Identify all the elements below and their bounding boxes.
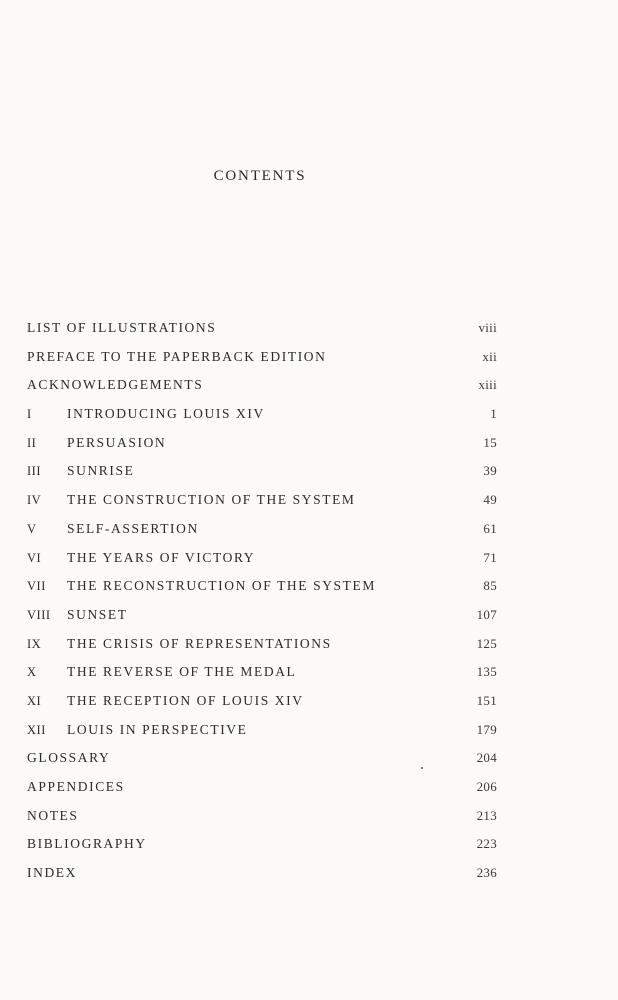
toc-entry-page: viii [478,320,497,335]
ink-speck [421,767,423,769]
chapter-page: 1 [490,406,497,422]
table-of-contents [27,317,497,891]
chapter-page: 135 [476,664,497,680]
toc-entry-page: 236 [476,865,497,881]
toc-chapter-1[interactable] [27,403,497,432]
chapter-page: 125 [476,635,497,651]
toc-entry-index[interactable] [27,862,497,891]
toc-entry-page: xiii [478,377,497,393]
toc-entry-preface[interactable] [27,346,497,375]
chapter-title: SUNSET [67,606,128,622]
chapter-number: IX [27,636,42,651]
toc-entry-title: PREFACE TO THE PAPERBACK EDITION [27,348,327,364]
toc-entry-notes[interactable] [27,805,497,834]
toc-chapter-5[interactable] [27,518,497,547]
toc-chapter-4[interactable] [27,489,497,518]
toc-entry-title: GLOSSARY [27,750,111,766]
chapter-number: XII [27,722,46,737]
toc-entry-title: BIBLIOGRAPHY [27,836,147,852]
chapter-number: VII [27,579,46,594]
chapter-page: 107 [476,606,497,622]
chapter-title: LOUIS IN PERSPECTIVE [67,721,248,737]
chapter-page: 71 [483,549,497,565]
toc-entry-glossary[interactable] [27,747,497,776]
chapter-title: THE REVERSE OF THE MEDAL [67,664,297,680]
toc-entry-title: INDEX [27,865,77,881]
chapter-page: 15 [483,434,497,450]
chapter-page: 151 [476,692,497,708]
chapter-title: SELF-ASSERTION [67,520,199,536]
toc-entry-page: 213 [476,807,497,823]
toc-entry-title: LIST OF ILLUSTRATIONS [27,320,217,335]
chapter-title: THE RECEPTION OF LOUIS XIV [67,692,304,708]
chapter-page: 39 [483,463,497,479]
toc-chapter-11[interactable] [27,690,497,719]
chapter-page: 49 [483,492,497,508]
toc-entry-title: APPENDICES [27,779,125,794]
toc-entry-bibliography[interactable] [27,833,497,862]
toc-entry-appendices[interactable] [27,776,497,805]
chapter-title: SUNRISE [67,463,135,479]
chapter-number: VIII [27,607,51,622]
chapter-title: THE CONSTRUCTION OF THE SYSTEM [67,492,356,508]
chapter-page: 85 [483,578,497,594]
chapter-title: THE YEARS OF VICTORY [67,549,256,565]
chapter-number: X [27,665,37,680]
toc-chapter-6[interactable] [27,547,497,576]
chapter-title: THE RECONSTRUCTION OF THE SYSTEM [67,578,376,594]
chapter-title: PERSUASION [67,434,167,450]
chapter-page: 61 [483,520,497,536]
chapter-number: I [27,407,32,422]
chapter-page: 179 [476,721,497,737]
chapter-number: II [27,435,37,450]
chapter-number: III [27,464,41,479]
toc-entry-page: 223 [476,836,497,852]
toc-entry-page: xii [482,348,497,364]
toc-chapter-12[interactable] [27,719,497,748]
toc-entry-title: NOTES [27,807,79,823]
toc-chapter-9[interactable] [27,633,497,662]
toc-entry-acknowledgements[interactable] [27,374,497,403]
toc-entry-page: 204 [476,750,497,766]
toc-chapter-10[interactable] [27,661,497,690]
chapter-number: VI [27,550,42,565]
page-title: CONTENTS [213,168,307,184]
toc-chapter-2[interactable] [27,432,497,461]
chapter-title: INTRODUCING LOUIS XIV [67,406,265,422]
toc-entry-page: 206 [476,779,497,794]
toc-entry-title: ACKNOWLEDGEMENTS [27,377,204,393]
toc-entry-list-of-illustrations[interactable] [27,317,497,346]
toc-chapter-3[interactable] [27,460,497,489]
toc-chapter-7[interactable] [27,575,497,604]
chapter-number: XI [27,693,42,708]
chapter-number: IV [27,493,42,508]
toc-chapter-8[interactable] [27,604,497,633]
chapter-number: V [27,521,37,536]
chapter-title: THE CRISIS OF REPRESENTATIONS [67,635,332,651]
